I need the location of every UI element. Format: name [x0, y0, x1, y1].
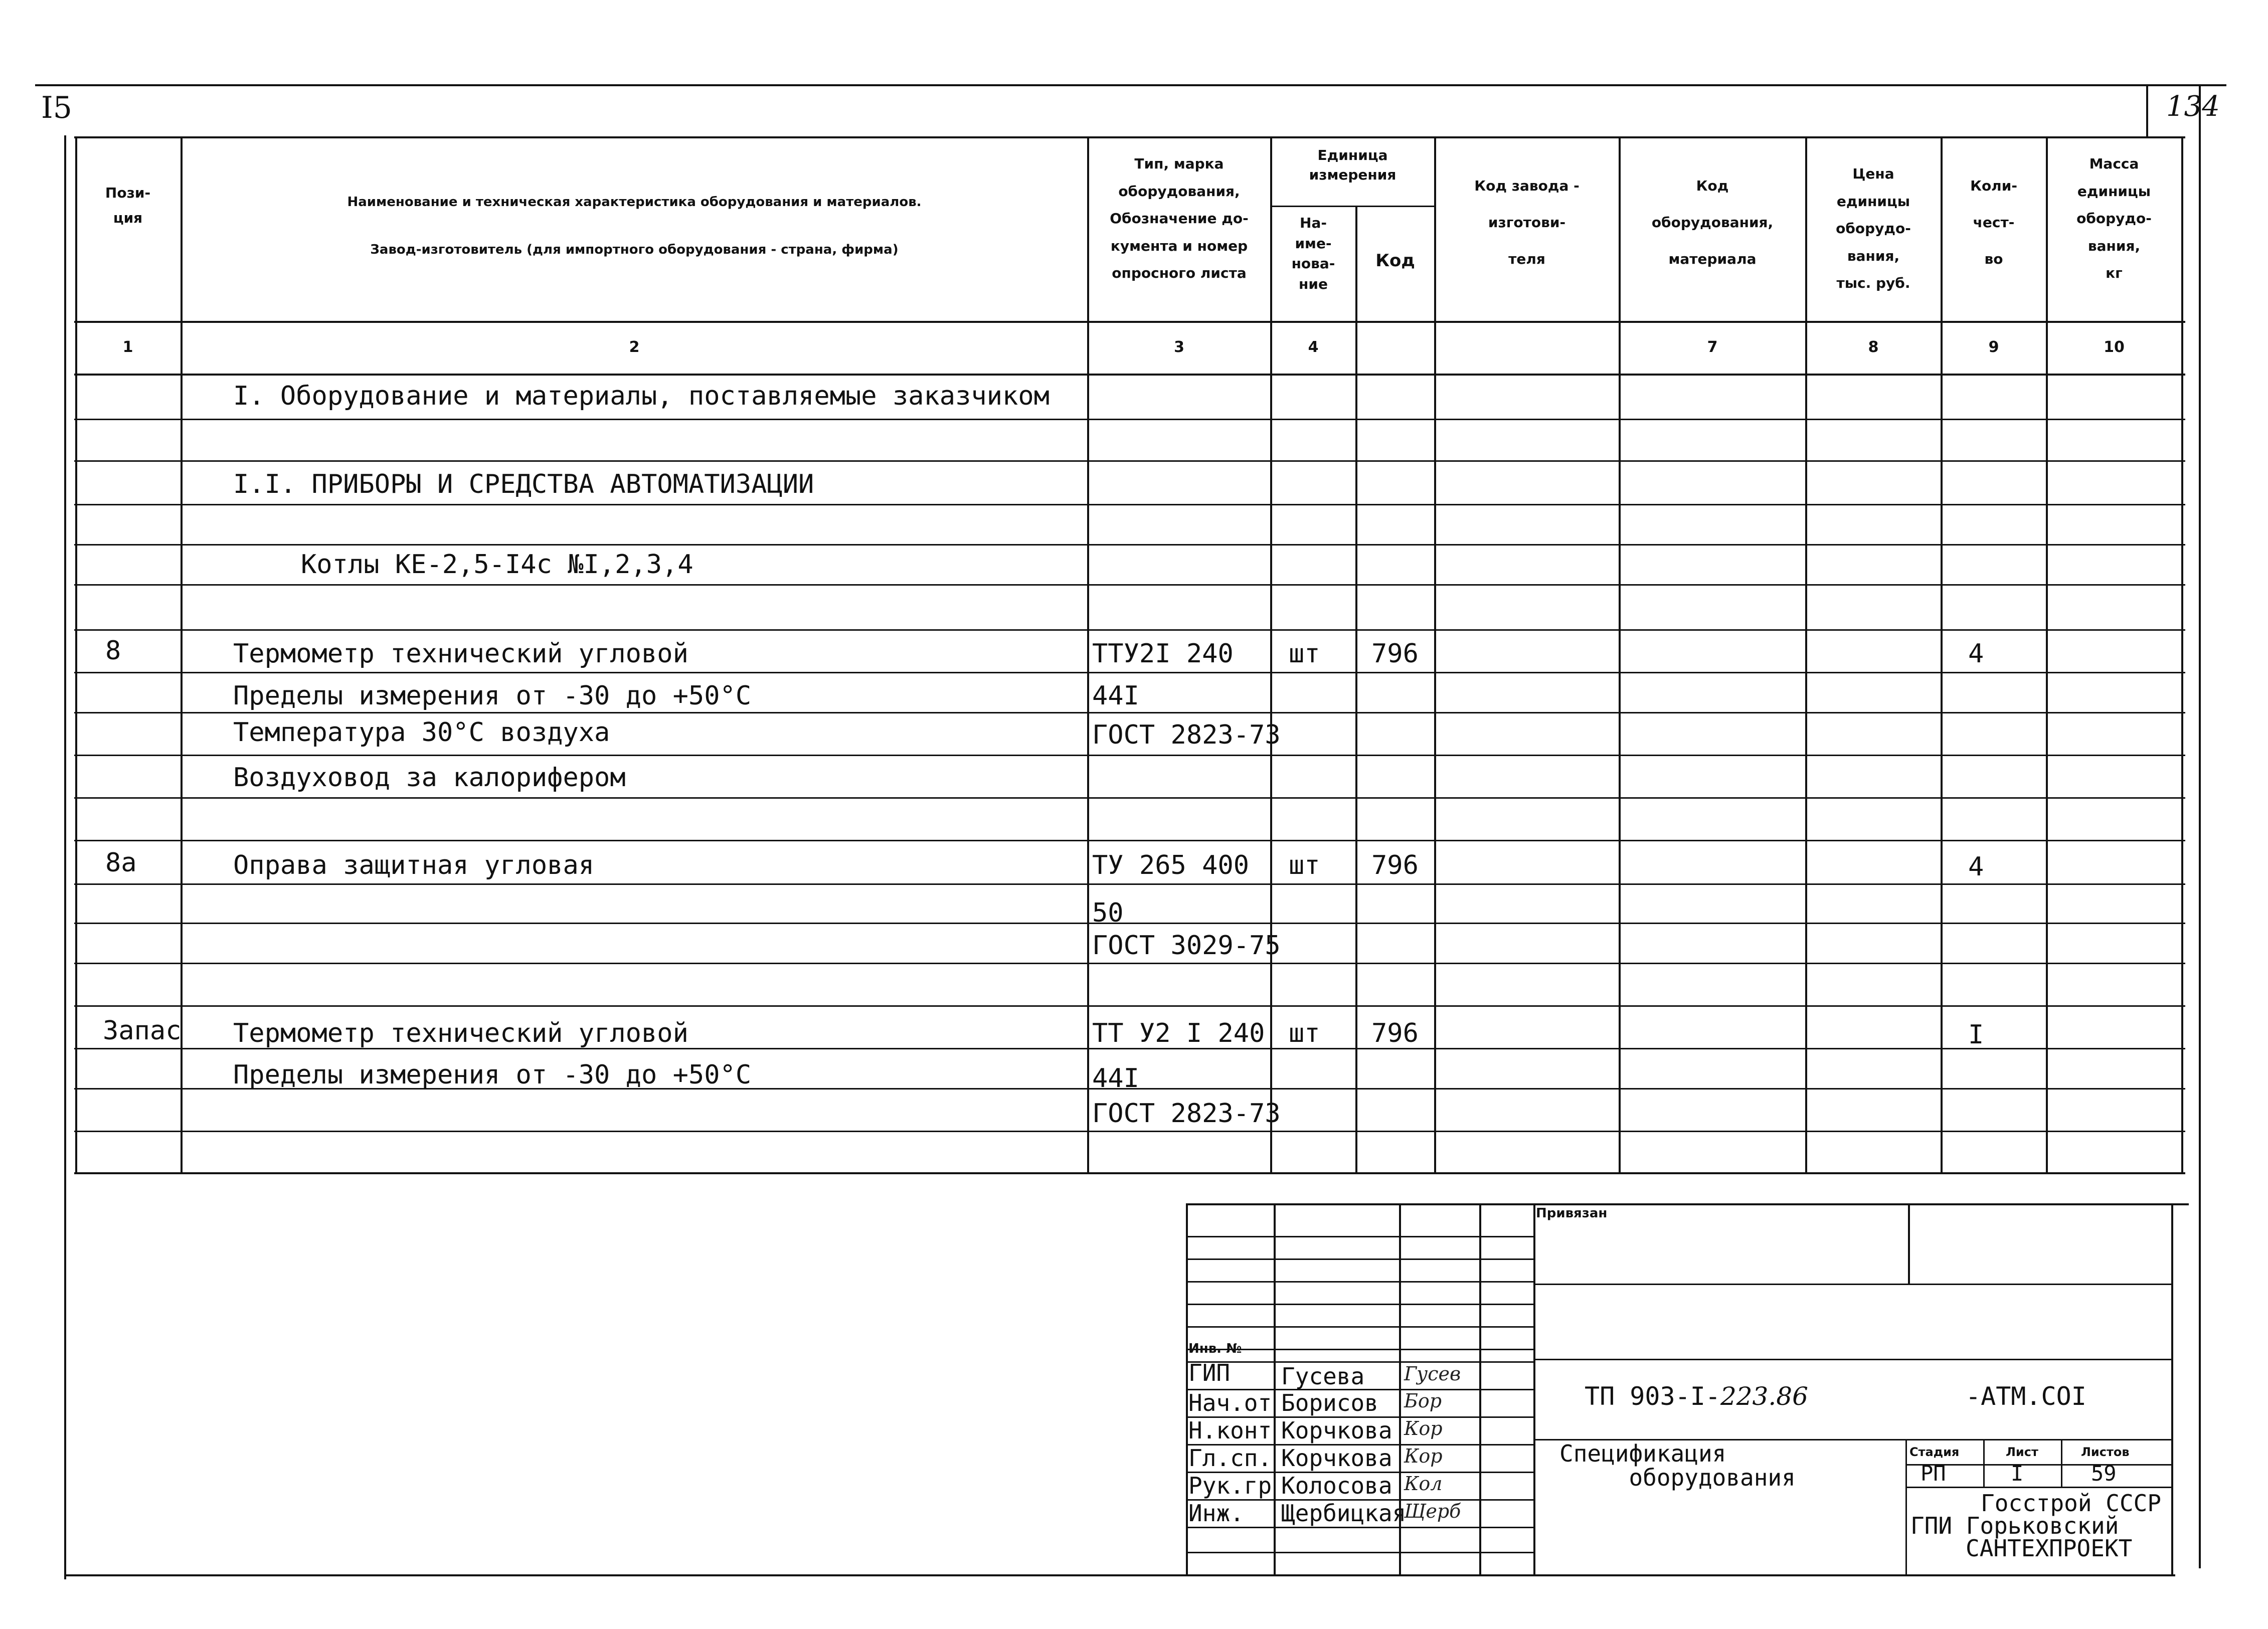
staff-role: Н.конт — [1188, 1417, 1272, 1444]
row-type: ТУ 265 400 — [1092, 850, 1250, 880]
header-price: Цена единицы оборудо- вания, тыс. руб. — [1836, 165, 1911, 292]
header-unit-name: На- име- нова- ние — [1291, 215, 1335, 292]
staff-role: Нач.от — [1188, 1389, 1272, 1416]
staff-name: Корчкова — [1281, 1444, 1392, 1472]
col-number-4: 4 — [1308, 338, 1319, 356]
row-unit-code: 796 — [1371, 1018, 1419, 1048]
header-unit-group: Единица измерения — [1309, 147, 1397, 184]
page-number-right: 134 — [2166, 90, 2220, 123]
organization-line-2: ГПИ Горьковский — [1910, 1512, 2119, 1539]
row-type: ТТУ2I 240 — [1092, 639, 1234, 669]
col-number-2: 2 — [629, 338, 640, 356]
staff-role: ГИП — [1188, 1359, 1231, 1386]
col-number-1: 1 — [122, 338, 133, 356]
row-type: ГОСТ 2823-73 — [1092, 720, 1281, 750]
staff-name: Корчкова — [1281, 1417, 1392, 1444]
header-plant-code: Код завода - изготови- теля — [1474, 177, 1580, 267]
document-mark: -АТМ.СОI — [1966, 1382, 2086, 1411]
row-quantity: 4 — [1968, 852, 1984, 882]
col-number-9: 9 — [1988, 338, 1999, 356]
row-name: Температура 30°С воздуха — [233, 717, 610, 748]
row-unit: шт — [1289, 1018, 1320, 1048]
project-code-handwritten: 223.86 — [1720, 1382, 1808, 1411]
col-number-3: 3 — [1174, 338, 1184, 356]
col-number-8: 8 — [1868, 338, 1879, 356]
staff-name: Колосова — [1281, 1472, 1392, 1499]
subsection-title: I.I. ПРИБОРЫ И СРЕДСТВА АВТОМАТИЗАЦИИ — [233, 469, 814, 499]
row-unit-code: 796 — [1371, 850, 1419, 880]
row-quantity: I — [1968, 1020, 1984, 1050]
row-name: Пределы измерения от -30 до +50°С — [233, 681, 752, 711]
sheets-label: Листов — [2081, 1445, 2130, 1459]
project-code — [1585, 1384, 1808, 1409]
row-position: 8 — [105, 636, 121, 666]
row-unit: шт — [1289, 639, 1320, 669]
staff-role: Инж. — [1188, 1500, 1244, 1527]
organization-line-3: САНТЕХПРОЕКТ — [1966, 1535, 2133, 1562]
boiler-title: Котлы КЕ-2,5-I4с №I,2,3,4 — [301, 550, 693, 580]
row-quantity: 4 — [1968, 639, 1984, 669]
staff-name: Гусева — [1281, 1363, 1365, 1390]
section-title: I. Оборудование и материалы, поставляемые заказчиком — [233, 381, 1050, 411]
row-name: Пределы измерения от -30 до +50°С — [233, 1060, 752, 1090]
row-position: Запас — [103, 1016, 182, 1046]
col-number-10: 10 — [2104, 338, 2125, 356]
document-title: Спецификация оборудования — [1559, 1440, 1796, 1492]
header-equipment-code: Код оборудования, материала — [1651, 177, 1774, 267]
sheet-label: Лист — [2006, 1445, 2038, 1459]
header-name-line1: Наименование и техническая характеристика оборудования и материалов. — [347, 195, 922, 210]
sheets-value: 59 — [2091, 1461, 2117, 1486]
row-name: Оправа защитная угловая — [233, 850, 595, 880]
row-name: Термометр технический угловой — [233, 639, 688, 669]
staff-name: Борисов — [1281, 1389, 1378, 1416]
staff-signature: Кор — [1404, 1445, 1443, 1467]
header-name-line2: Завод-изготовитель (для импортного оборудования - страна, фирма) — [370, 242, 899, 257]
row-unit-code: 796 — [1371, 639, 1419, 669]
stage-value: РП — [1921, 1461, 1946, 1486]
row-type: 50 — [1092, 898, 1124, 928]
staff-signature: Бор — [1404, 1390, 1442, 1412]
staff-signature: Кор — [1404, 1417, 1443, 1439]
col-number-7: 7 — [1707, 338, 1718, 356]
stage-label: Стадия — [1909, 1445, 1960, 1459]
inventory-label: Инв. № — [1188, 1341, 1242, 1356]
organization-line-1: Госстрой СССР — [1981, 1490, 2162, 1517]
row-position: 8а — [105, 848, 137, 878]
row-type: 44I — [1092, 1063, 1139, 1094]
row-type: 44I — [1092, 681, 1139, 711]
header-quantity: Коли- чест- во — [1970, 177, 2017, 267]
row-type: ТТ У2 I 240 — [1092, 1018, 1265, 1048]
header-unit-code: Код — [1375, 251, 1415, 271]
sheet-value: I — [2011, 1461, 2024, 1486]
page-number-left: I5 — [41, 90, 72, 125]
privyazan-label: Привязан — [1536, 1206, 1608, 1221]
staff-signature: Щерб — [1404, 1500, 1461, 1522]
row-type: ГОСТ 3029-75 — [1092, 931, 1281, 961]
row-unit: шт — [1289, 850, 1320, 880]
header-type: Тип, марка оборудования, Обозначение до- кумента и номер опросного листа — [1110, 155, 1249, 282]
staff-signature: Кол — [1404, 1473, 1443, 1495]
header-position: Пози- ция — [105, 185, 151, 227]
row-name: Воздуховод за калорифером — [233, 763, 626, 793]
row-name: Термометр технический угловой — [233, 1018, 688, 1048]
staff-role: Гл.сп. — [1188, 1444, 1272, 1472]
header-mass: Масса единицы оборудо- вания, кг — [2076, 155, 2152, 282]
project-code-typed: ТП 903-I- — [1585, 1382, 1720, 1411]
staff-role: Рук.гр — [1188, 1472, 1272, 1499]
staff-name: Щербицкая — [1281, 1500, 1407, 1527]
staff-signature: Гусев — [1404, 1363, 1461, 1385]
row-type: ГОСТ 2823-73 — [1092, 1099, 1281, 1129]
